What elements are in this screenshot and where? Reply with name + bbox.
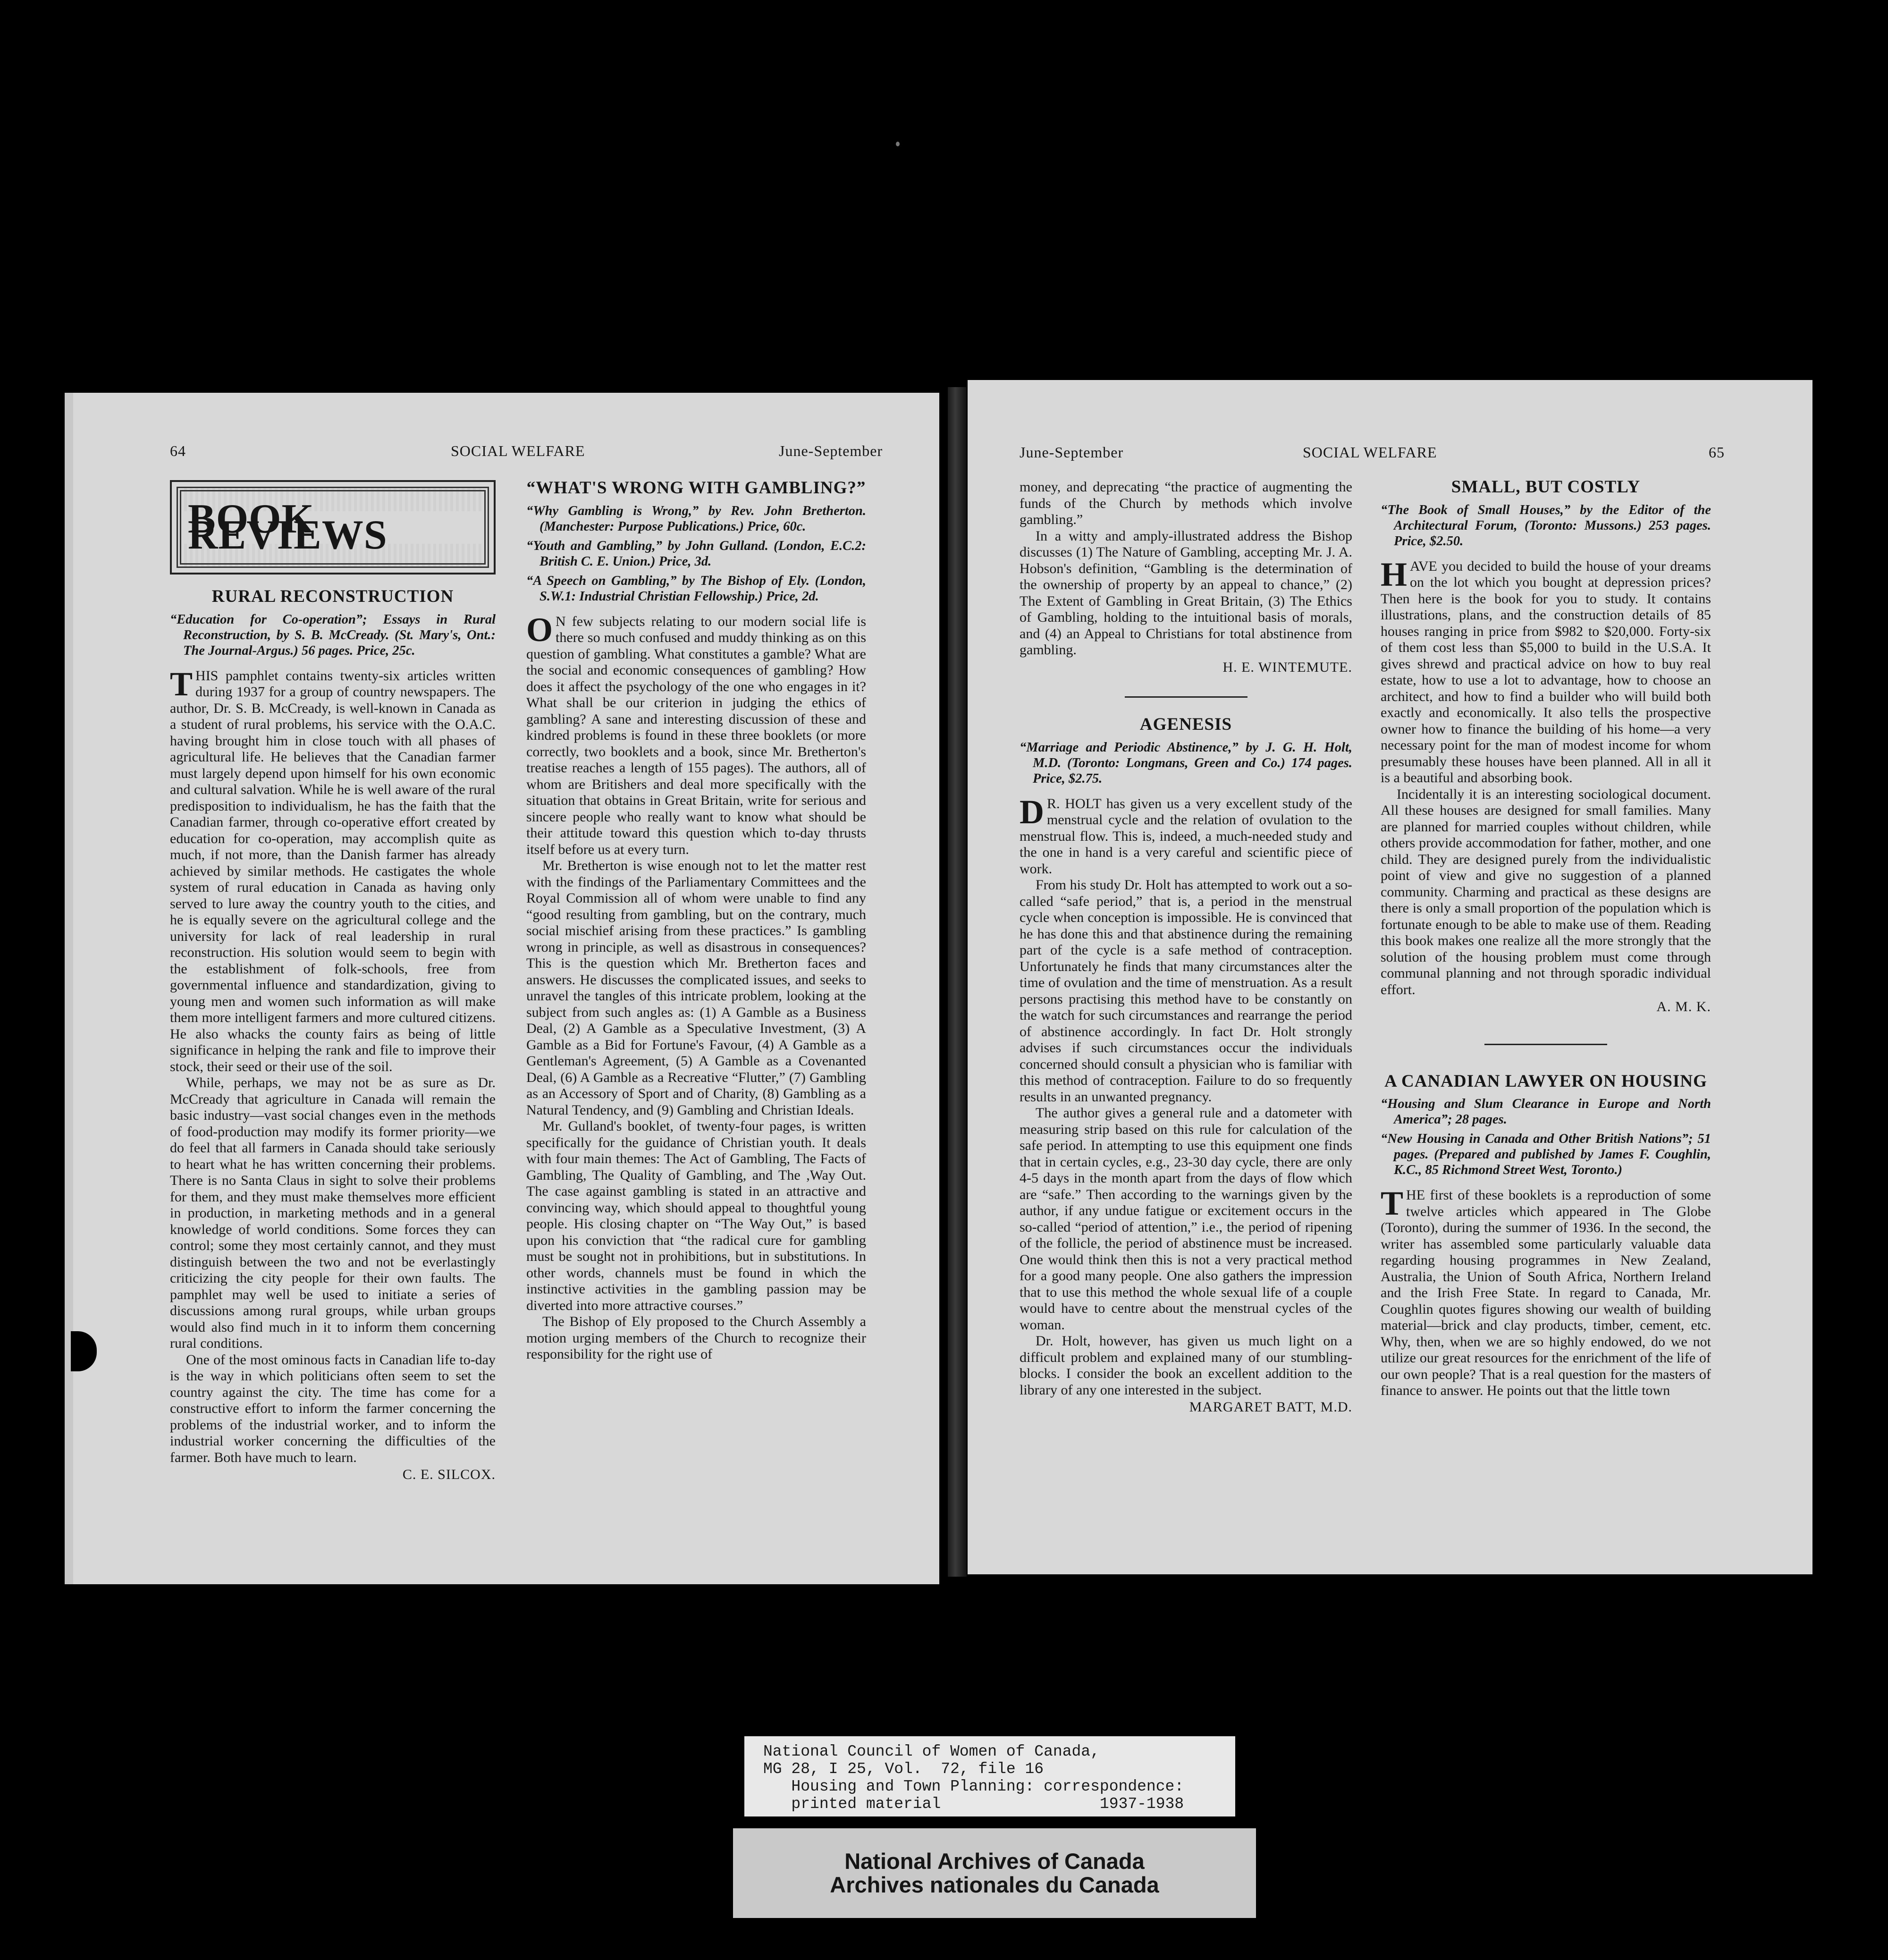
review-paragraph: From his study Dr. Holt has attempted to work out a so-called “safe period,” that is, a period in the menstrual cycle when conception is impossible. He is convinced that he has done this and that abstinence during the remaining part of the cycle is a safe method of contraception. Unfortunately he finds that many circumstances alter the time of ovulation and the time of menstruation. As a result persons practising this method have to be constantly on the watch for such circumstances and rearrange the period of abstinence accordingly. In fact Dr. Holt strongly advises if such circumstances occur the individuals concerned should consult a physician who is familiar with this method of contraception. Failure to do so frequently results in an unwanted pregnancy. <box>1020 877 1352 1105</box>
review-paragraph: O N few subjects relating to our modern social life is there so much confused and muddy thinking as on this question of gambling. What constitutes a gamble? What are the social and economic consequences of gambling? How does it affect the psychology of the one who engages in it? What shall be our criterion in judging the ethics of gambling? A sane and interesting discussion of these and kindred problems is found in these three booklets (or more correctly, two booklets and a book, since Mr. Bretherton's treatise reaches a length of 155 pages). The authors, all of whom are Britishers and deal more specifically with the situation that obtains in Great Britain, write for serious and sincere people who really want to know what should be their attitude toward this question which to-day thrusts itself before us at every turn. <box>526 610 866 857</box>
review-paragraph: In a witty and amply-illustrated address the Bishop discusses (1) The Nature of Gambling, accepting Mr. J. A. Hobson's definition, “Gambling is the determination of the ownership of property by an appeal to chance,” (2) The Extent of Gambling in Great Britain, (3) The Ethics of Gambling, holding to the intuitional basis of morals, and (4) an Appeal to Christians for total abstinence from gambling. <box>1020 528 1352 658</box>
drop-cap: D <box>1020 793 1044 831</box>
section-divider <box>1125 696 1247 698</box>
reference-line: Housing and Town Planning: correspondence: <box>763 1778 1184 1795</box>
book-citation: “New Housing in Canada and Other British Nations”; 51 pages. (Prepared and published by James F. Coughlin, K.C., 85 Richmond Street West, Toronto.) <box>1381 1132 1711 1177</box>
reviewer-signature: MARGARET BATT, M.D. <box>1189 1399 1352 1415</box>
drop-cap: H <box>1381 555 1408 593</box>
book-gutter <box>948 387 967 1577</box>
left-page <box>73 393 939 1584</box>
section-heading: “WHAT'S WRONG WITH GAMBLING?” <box>526 478 866 498</box>
archives-name-fr: Archives nationales du Canada <box>830 1872 1159 1897</box>
reviewer-signature: H. E. WINTEMUTE. <box>1222 659 1352 675</box>
section-divider <box>1484 1044 1607 1045</box>
issue-date-left: June-September <box>779 442 883 459</box>
drop-cap: O <box>526 610 553 649</box>
agenesis-column <box>1020 479 1352 1416</box>
archives-stamp <box>733 1828 1256 1918</box>
review-paragraph: THIS pamphlet contains twenty-six articles written during 1937 for a group of country newspapers. The author, Dr. S. B. McCready, is well-known in Canada as a student of rural problems, his service with the O.A.C. having brought him in close touch with all phases of agricultural life. He believes that the Canadian farmer must largely depend upon himself for his own economic and cultural salvation. While he is well aware of the rural predisposition to individualism, he has the faith that the Canadian farmer, through co-operative effort created by education for co-operation, may accomplish quite as much, if not more, than the Danish farmer has already achieved by similar methods. He castigates the whole system of rural education in Canada as having only served to lure away the country youth to the cities, and he is equally severe on the agricultural college and the university for lack of real leadership in rural reconstruction. His solution would seem to begin with the establishment of folk-schools, free from governmental influence and standardization, giving to young men and women such information as will make them more intelligent farmers and more cultured citizens. He also whacks the county fairs as being of little significance in helping the rank and file to improve their stock, their seed or their use of the soil. <box>170 665 496 1074</box>
reviewer-signature: A. M. K. <box>1656 999 1711 1014</box>
section-heading: SMALL, BUT COSTLY <box>1451 477 1641 497</box>
review-paragraph: One of the most ominous facts in Canadian life to-day is the way in which politicians often seem to set the country against the city. The time has come for a constructive effort to inform the farmer concerning the problems of the industrial worker, and to inform the industrial worker concerning the difficulties of the farmer. Both have much to learn. <box>170 1352 496 1465</box>
rural-reconstruction-column <box>170 480 496 1483</box>
book-citation: “The Book of Small Houses,” by the Editor of the Architectural Forum, (Toronto: Mussons.) 253 pages. Price, $2.50. <box>1381 502 1711 549</box>
archive-reference-card <box>744 1736 1235 1816</box>
section-heading: AGENESIS <box>1139 715 1232 734</box>
gambling-column <box>526 480 866 1363</box>
book-citation: “Why Gambling is Wrong,” by Rev. John Bretherton. (Manchester: Purpose Publications.) Price, 60c. <box>526 503 866 534</box>
book-reviews-banner <box>170 480 496 574</box>
section-heading: RURAL RECONSTRUCTION <box>211 587 454 606</box>
section-heading: A CANADIAN LAWYER ON HOUSING <box>1384 1071 1707 1091</box>
review-paragraph: The Bishop of Ely proposed to the Church Assembly a motion urging members of the Church to recognize their responsibility for the right use of <box>526 1314 866 1362</box>
reference-line: printed material 1937-1938 <box>763 1795 1184 1813</box>
issue-date-right: June-September <box>1020 444 1124 461</box>
review-paragraph: Dr. Holt, however, has given us much light on a difficult problem and explained many of our stumbling-blocks. I consider the book an excellent addition to the library of any one interested in the subject. <box>1020 1333 1352 1398</box>
archives-name-en: National Archives of Canada <box>844 1849 1145 1874</box>
review-paragraph: money, and deprecating “the practice of augmenting the funds of the Church by methods which involve gambling.” <box>1020 479 1352 527</box>
dust-speck <box>896 142 900 146</box>
review-paragraph: THE first of these booklets is a reproduction of some twelve articles which appeared in The Globe (Toronto), during the summer of 1936. In the second, the writer has assembled some particularly valuable data regarding housing programmes in New Zealand, Australia, the Union of South Africa, Northern Ireland and the Irish Free State. In regard to Canada, Mr. Coughlin quotes figures showing our wealth of building material—brick and clay products, timber, cement, etc. Why, then, when we are so highly endowed, do we not utilize our great resources for the enrichment of the life of our own people? That is a real question for the masters of finance to answer. He points out that the little town <box>1381 1184 1711 1398</box>
book-citation: “Marriage and Periodic Abstinence,” by J. G. H. Holt, M.D. (Toronto: Longmans, Green and Co.) 174 pages. Price, $2.75. <box>1020 740 1352 786</box>
review-paragraph: HAVE you decided to build the house of your dreams on the lot which you bought at depression prices? Then here is the book for you to study. It contains illustrations, plans, and the construction details of 85 houses ranging in price from $982 to $20,000. Forty-six of them cost less than $5,000 to build in the U.S.A. It gives shrewd and practical advice on how to buy real estate, how to use a lot to advantage, how to choose an architect, and how to find a builder who will build both exactly and economically. It also tells the prospective owner how to finance the building of his home—a very necessary point for the man of modest income for whom presumably these houses have been planned. All in all it is a beautiful and absorbing book. <box>1381 555 1711 786</box>
review-paragraph: Mr. Bretherton is wise enough not to let the matter rest with the findings of the Parliamentary Committees and the Royal Commission all of whom were unable to find any “good resulting from gambling, but on the contrary, much social mischief arising from these practices.” Is gambling wrong in principle, as well as disastrous in consequences? This is the question which Mr. Bretherton faces and answers. He discusses the complicated issues, and seeks to unravel the tangles of this intricate problem, looking at the subject from such angles as: (1) A Gamble as a Business Deal, (2) A Gamble as a Speculative Investment, (3) A Gamble as a Bid for Fortune's Favour, (4) A Gamble as a Gentleman's Agreement, (5) A Gamble as a Covenanted Deal, (6) A Gamble as a Recreative “Flutter,” (7) Gambling as an Accessory of Sport and of Charity, (8) Gambling as a Natural Tendency, and (9) Gambling and Christian Ideals. <box>526 858 866 1118</box>
book-reviews-title: BOOK REVIEWS <box>181 511 484 544</box>
reference-line: National Council of Women of Canada, <box>763 1743 1100 1760</box>
housing-column <box>1381 479 1711 1399</box>
right-page <box>968 380 1812 1574</box>
page-number-left: 64 <box>170 442 186 459</box>
drop-cap: T <box>170 665 193 703</box>
review-paragraph: D R. HOLT has given us a very excellent study of the menstrual cycle and the relation of ovulation to the menstrual flow. This is, indeed, a much-needed study and the one in hand is a very careful and scientific piece of work. <box>1020 793 1352 877</box>
drop-cap: T <box>1381 1184 1404 1222</box>
running-title-left: SOCIAL WELFARE <box>451 442 585 459</box>
reviewer-signature: C. E. SILCOX. <box>402 1467 496 1482</box>
page-number-right: 65 <box>1709 444 1725 461</box>
review-paragraph: Incidentally it is an interesting sociological document. All these houses are designed for small families. Many are planned for married couples without children, while others provide accommodation for father, mother, and one child. They are designed purely from the individualistic point of view and give no suggestion of a planned community. Charming and practical as these designs are there is only a small proportion of the population which is fortunate enough to be able to make use of them. Reading this book makes one realize all the more strongly that the solution of the housing problem must come through communal planning and not through sporadic individual effort. <box>1381 786 1711 997</box>
review-paragraph: While, perhaps, we may not be as sure as Dr. McCready that agriculture in Canada will remain the basic industry—vast social changes even in the methods of food-production may modify its former priority—we do feel that all farmers in Canada should take seriously to heart what he has written concerning their problems. There is no Santa Claus in sight to solve their problems for them, and they must make themselves more efficient in production, in marketing methods and in a general knowledge of world conditions. Some forces they can control; some they most certainly cannot, and they must distinguish between the two and not be everlastingly criticizing the city people for their own faults. The pamphlet may well be used to initiate a series of discussions among rural groups, while urban groups would also find much in it to inform them concerning rural conditions. <box>170 1075 496 1351</box>
book-citation: “Youth and Gambling,” by John Gulland. (London, E.C.2: British C. E. Union.) Price, 3d. <box>526 538 866 569</box>
book-citation: “Housing and Slum Clearance in Europe and North America”; 28 pages. <box>1381 1097 1711 1127</box>
book-citation: “A Speech on Gambling,” by The Bishop of Ely. (London, S.W.1: Industrial Christian Fellowship.) Price, 2d. <box>526 573 866 604</box>
review-paragraph: Mr. Gulland's booklet, of twenty-four pages, is written specifically for the guidance of Christian youth. It deals with four main themes: The Act of Gambling, The Facts of Gambling, The Quality of Gambling, and The ,Way Out. The case against gambling is stated in an attractive and convincing way, which should appeal to thoughtful young people. His closing chapter on “The Way Out,” is based upon his conviction that “the radical cure for gambling must be sought not in prohibitions, but in substitutions. In other words, channels must be found in which the instinctive activities in the gambling passion may be diverted into more attractive courses.” <box>526 1118 866 1313</box>
running-title-right: SOCIAL WELFARE <box>1303 444 1437 461</box>
reference-line: MG 28, I 25, Vol. 72, file 16 <box>763 1760 1044 1778</box>
book-citation: “Education for Co-operation”; Essays in Rural Reconstruction, by S. B. McCready. (St. Mary's, Ont.: The Journal-Argus.) 56 pages. Price, 25c. <box>170 612 496 658</box>
review-paragraph: The author gives a general rule and a datometer with measuring strip based on this rule for calculation of the safe period. In attempting to use this equipment one finds that in certain cycles, e.g., 23-30 day cycle, there are only 4-5 days in the month apart from the days of flow which are “safe.” Then according to the warnings given by the author, if any undue fatigue or excitement occurs in the so-called “period of attention,” i.e., the period of ripening of the follicle, the period of abstinence must be increased. One would think then this is not a very practical method for a good many people. One also gathers the impression that to use this method the whole sexual life of a couple would have to centre about the menstrual cycles of the woman. <box>1020 1105 1352 1333</box>
